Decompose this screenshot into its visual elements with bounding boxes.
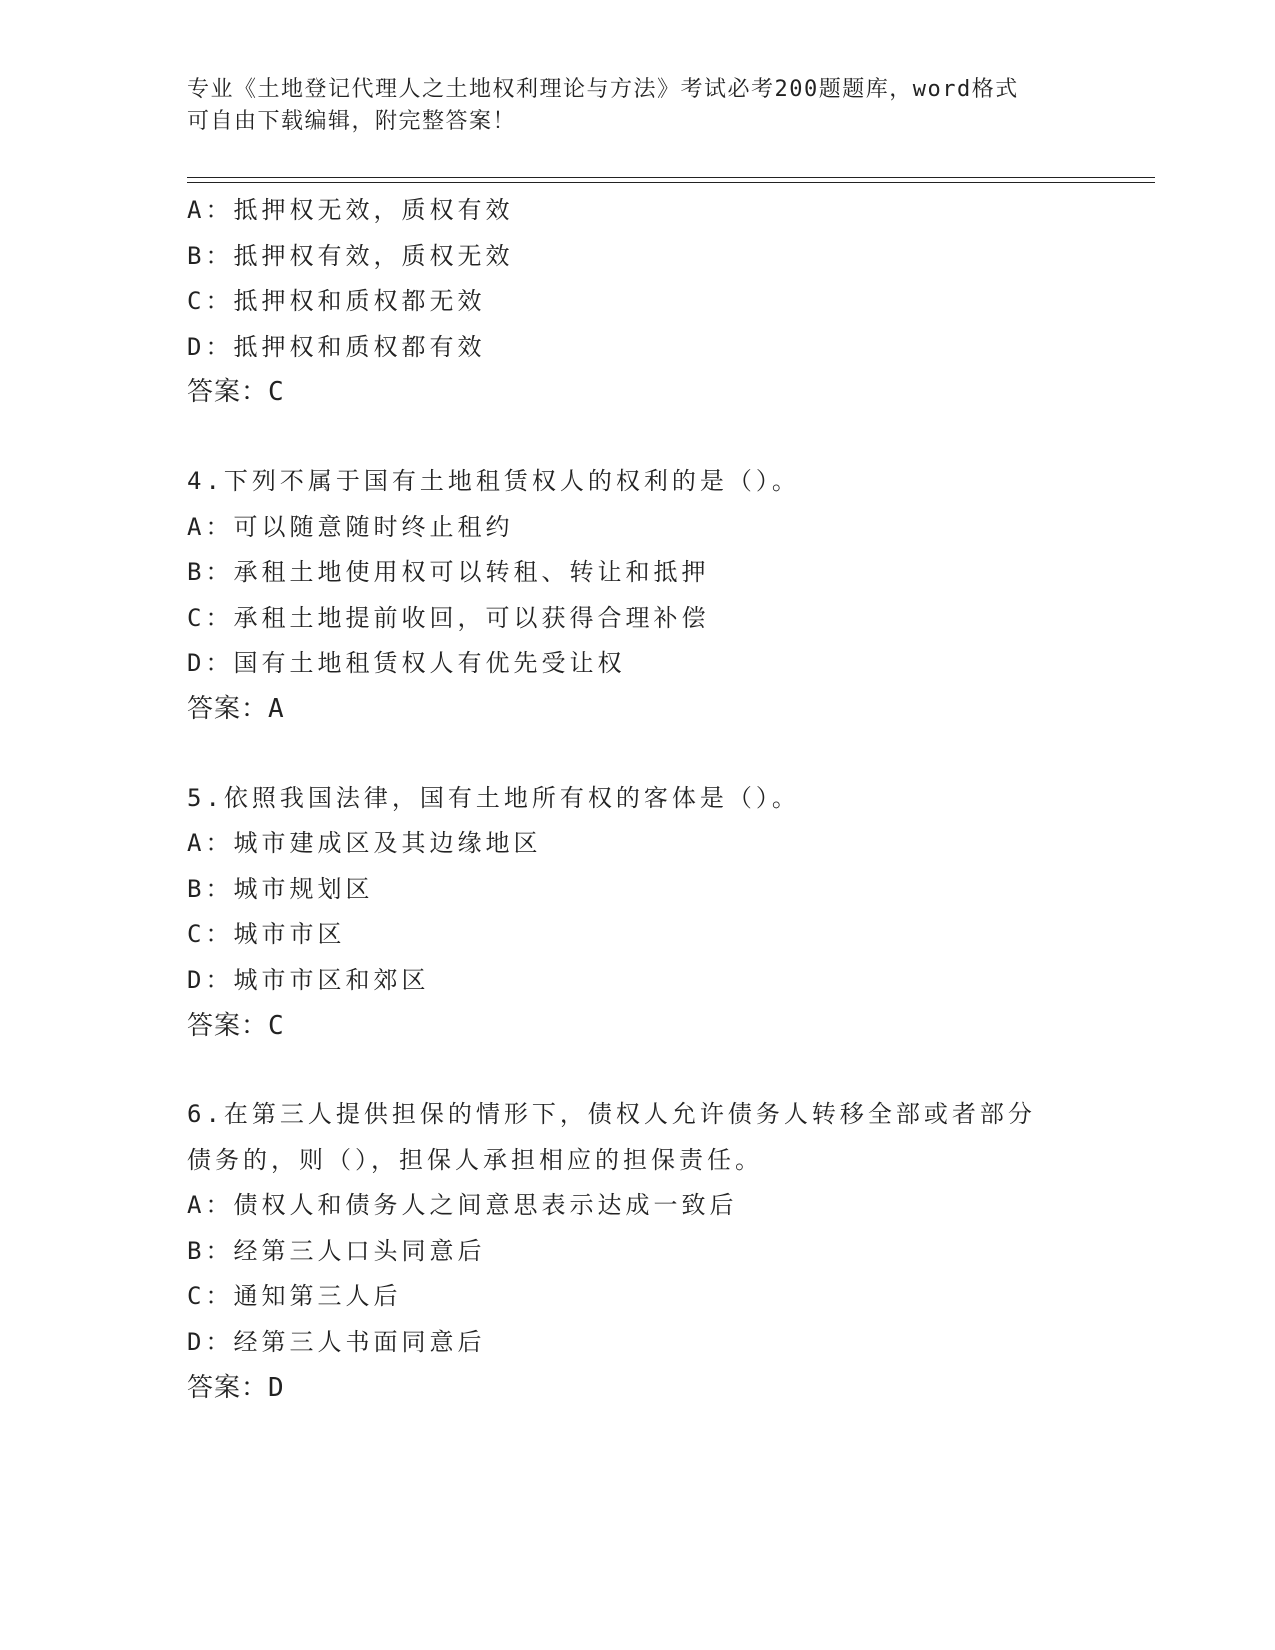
option-d: D：城市市区和郊区 xyxy=(187,965,430,994)
header-line-1: 专业《土地登记代理人之土地权利理论与方法》考试必考200题题库，word格式 xyxy=(187,77,1019,102)
header-divider-bottom xyxy=(187,182,1155,183)
answer: 答案：C xyxy=(187,377,285,408)
question-stem: 4.下列不属于国有土地租赁权人的权利的是（）。 xyxy=(187,466,800,495)
header-divider-top xyxy=(187,177,1155,178)
answer: 答案：C xyxy=(187,1010,285,1041)
document-header xyxy=(187,74,1087,138)
option-d: D：国有土地租赁权人有优先受让权 xyxy=(187,649,626,678)
question-stem: 5.依照我国法律，国有土地所有权的客体是（）。 xyxy=(187,783,800,812)
option-b: B：经第三人口头同意后 xyxy=(187,1236,486,1265)
question-list xyxy=(187,188,1087,1454)
question-6 xyxy=(187,1092,1087,1411)
question-4 xyxy=(187,459,1087,733)
option-a: A：抵押权无效，质权有效 xyxy=(187,196,514,224)
option-a: A：城市建成区及其边缘地区 xyxy=(187,829,542,858)
option-c: C：抵押权和质权都无效 xyxy=(187,287,486,316)
option-d: D：经第三人书面同意后 xyxy=(187,1328,486,1357)
question-stem-line-2: 债务的，则（），担保人承担相应的担保责任。 xyxy=(187,1145,763,1174)
question-stem-line-1: 6.在第三人提供担保的情形下，债权人允许债务人转移全部或者部分 xyxy=(187,1100,1036,1129)
answer: 答案：A xyxy=(187,693,285,724)
option-b: B：承租土地使用权可以转租、转让和抵押 xyxy=(187,558,710,587)
option-a: A：可以随意随时终止租约 xyxy=(187,512,514,541)
option-c: C：承租土地提前收回，可以获得合理补偿 xyxy=(187,603,710,632)
question-5 xyxy=(187,776,1087,1050)
answer: 答案：D xyxy=(187,1372,285,1403)
header-line-2: 可自由下载编辑，附完整答案！ xyxy=(187,109,517,134)
question-3-partial xyxy=(187,188,1087,416)
option-b: B：抵押权有效，质权无效 xyxy=(187,241,514,270)
option-d: D：抵押权和质权都有效 xyxy=(187,332,486,361)
option-c: C：城市市区 xyxy=(187,920,346,949)
option-a: A：债权人和债务人之间意思表示达成一致后 xyxy=(187,1191,738,1220)
option-c: C：通知第三人后 xyxy=(187,1282,402,1311)
option-b: B：城市规划区 xyxy=(187,874,374,903)
